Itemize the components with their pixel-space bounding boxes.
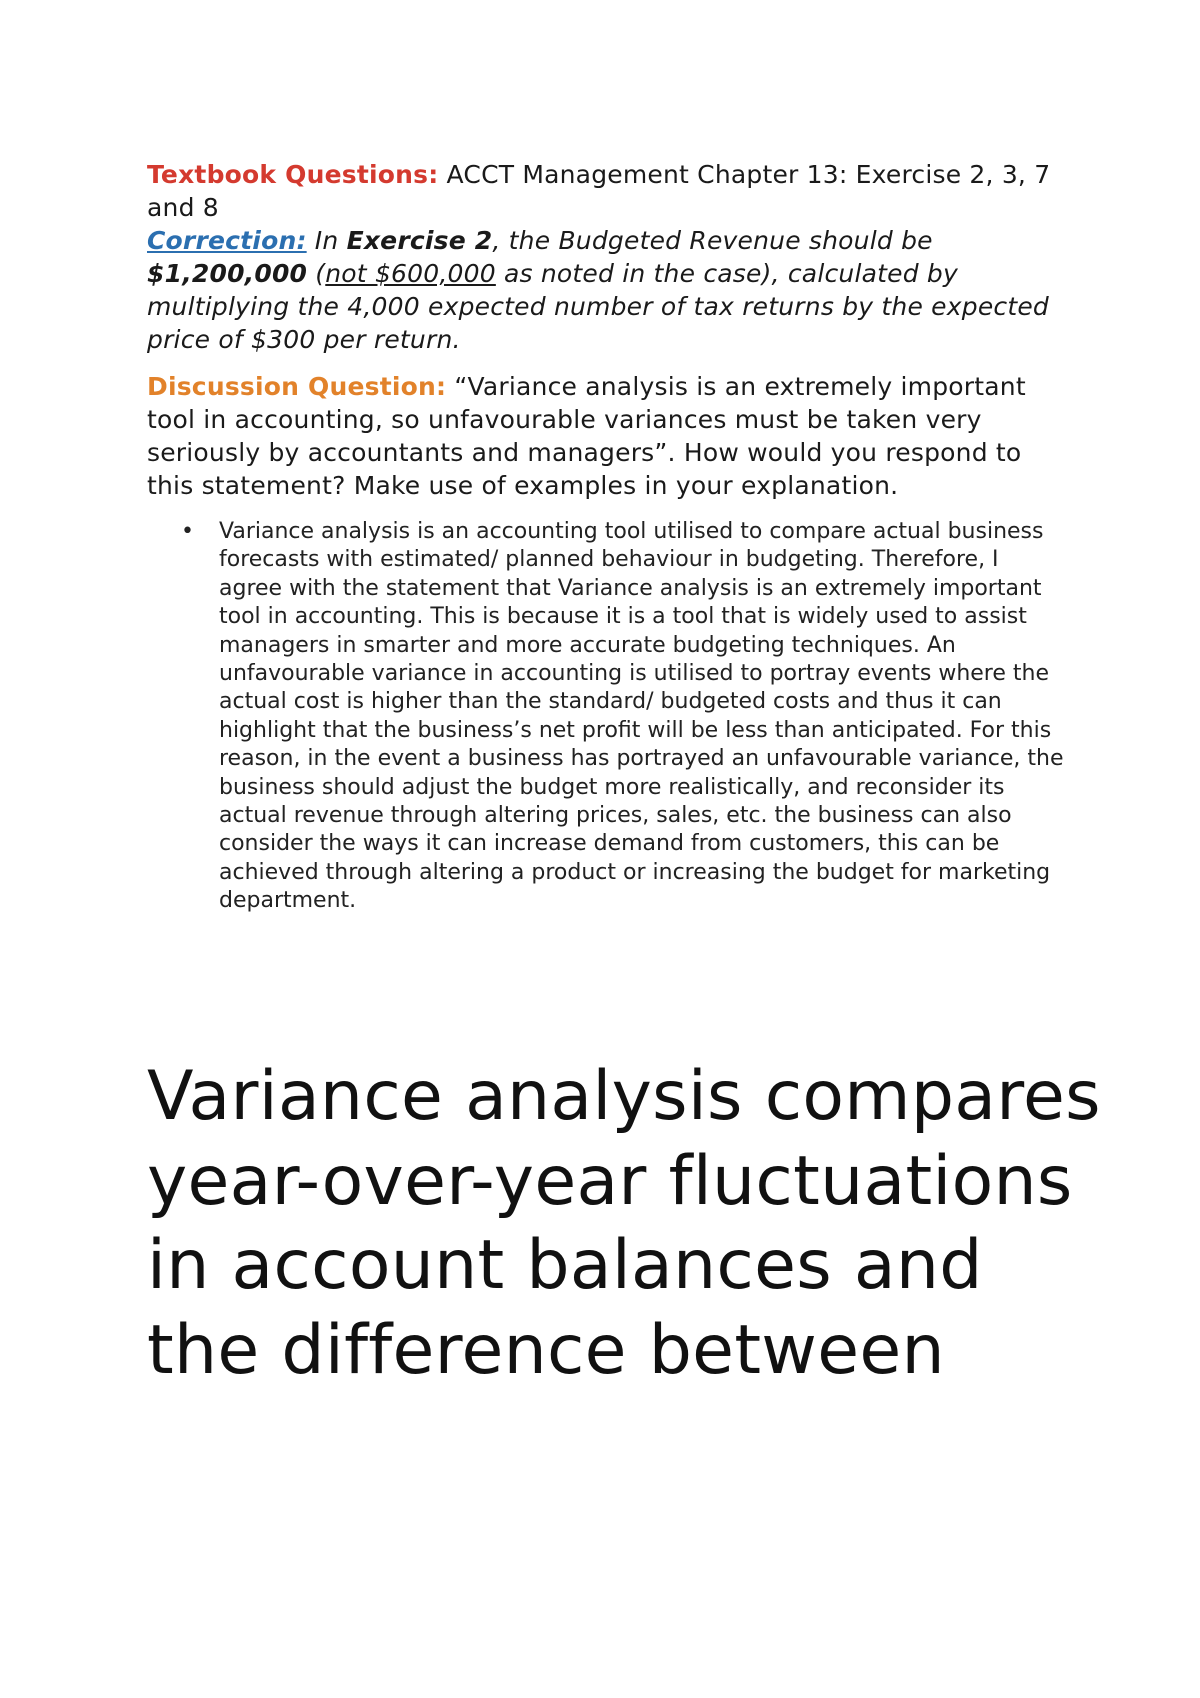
- correction-label: Correction:: [147, 226, 307, 255]
- answer-text: Variance analysis is an accounting tool utilised to compare actual business forecasts with estimated/ planned behaviour in budgeting. Therefore, I agree with the statement that Variance analysis is an extremely important tool in accounting. This is because it is a tool that is widely used to assist managers in smarter and more accurate budgeting techniques. An unfavourable variance in accounting is utilised to portray events where the actual cost is higher than the standard/ budgeted costs and thus it can highlight that the business’s net profit will be less than anticipated. For this reason, in the event a business has portrayed an unfavourable variance, the business should adjust the budget more realistically, and reconsider its actual revenue through altering prices, sales, etc. the business can also consider the ways it can increase demand from customers, this can be achieved through altering a product or increasing the budget for marketing department.: [219, 519, 1064, 914]
- correction-text-3: (: [307, 259, 326, 288]
- large-heading: Variance analysis compares year-over-year fluctuations in account balances and the difference between: [147, 1057, 1101, 1390]
- correction-paragraph: [147, 224, 1067, 356]
- correction-exercise: Exercise 2: [346, 226, 493, 255]
- discussion-question-paragraph: [147, 370, 1067, 502]
- textbook-questions-paragraph: [147, 158, 1067, 224]
- answer-list: [147, 518, 1067, 916]
- discussion-question-label: Discussion Question:: [147, 372, 447, 401]
- correction-text-4: as noted in the case), calculated by multiplying the 4,000 expected number of tax returns by the expected price of $300 per return.: [147, 259, 1050, 354]
- bullet-icon: •: [181, 519, 194, 544]
- correction-amount: $1,200,000: [147, 259, 308, 288]
- discussion-question-text: “Variance analysis is an extremely important tool in accounting, so unfavourable variances must be taken very seriously by accountants and managers”. How would you respond to this statement? Make use of examples in your explanation.: [147, 372, 1026, 500]
- correction-text-1: In: [306, 226, 347, 255]
- correction-not-amount: not $600,000: [325, 259, 496, 288]
- correction-text-2: , the Budgeted Revenue should be: [492, 226, 933, 255]
- textbook-questions-text: ACCT Management Chapter 13: Exercise 2, 3, 7 and 8: [147, 160, 1051, 222]
- textbook-questions-label: Textbook Questions:: [147, 160, 439, 189]
- list-item: [181, 518, 1067, 916]
- document-body: [147, 158, 1067, 916]
